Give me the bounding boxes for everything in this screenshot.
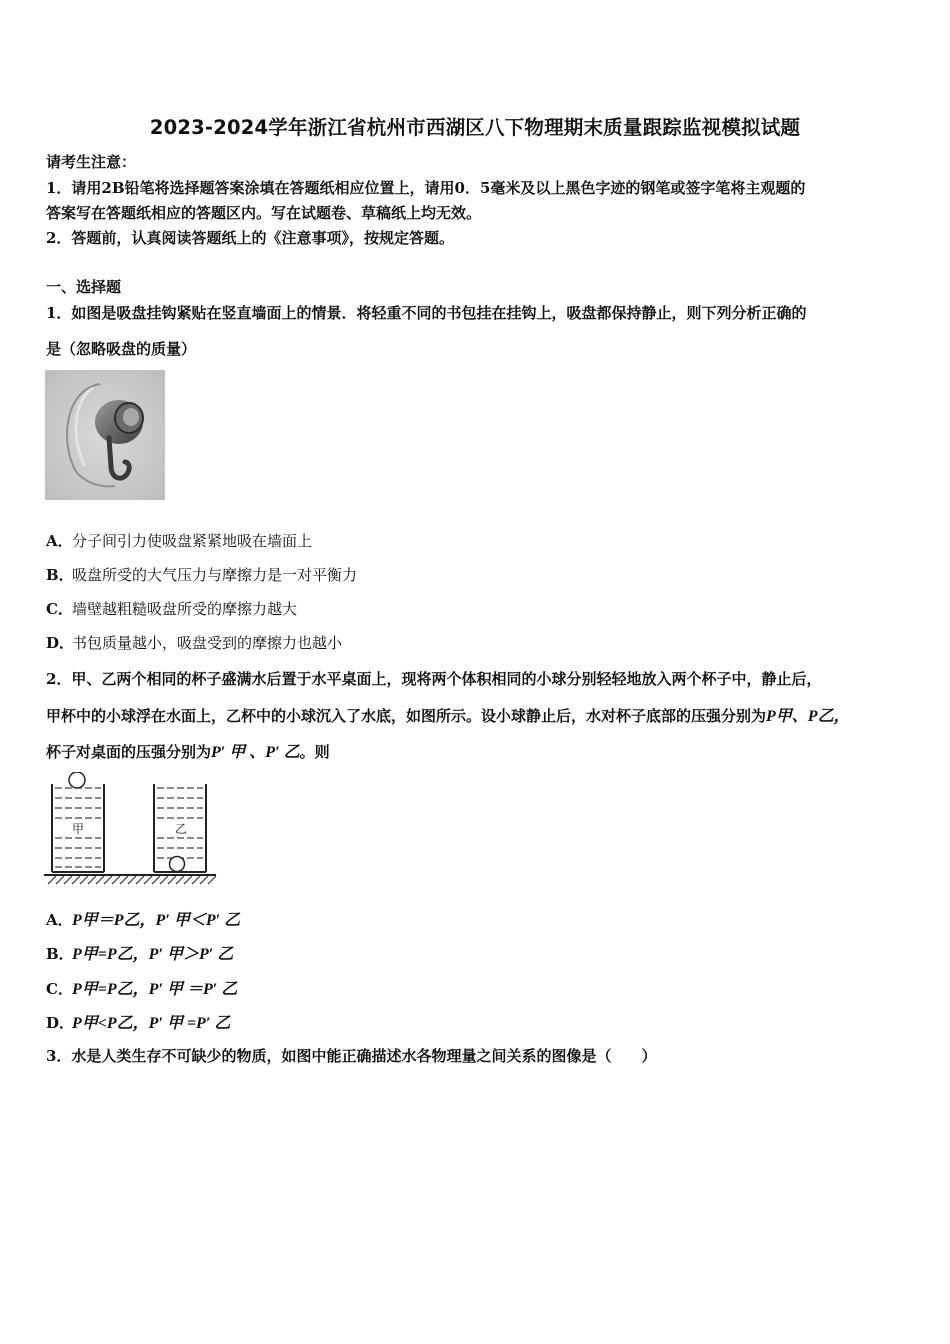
option-label: B． xyxy=(46,566,74,584)
notice-item-1-line-2: 答案写在答题纸相应的答题区内。写在试题卷、草稿纸上均无效。 xyxy=(46,204,482,222)
question-2-line-3-end: 。则 xyxy=(299,743,330,761)
option-label: A． xyxy=(46,532,73,550)
question-1-option-a[interactable] xyxy=(46,531,312,551)
question-1-line-2: 是（忽略吸盘的质量） xyxy=(46,340,197,358)
notice-item-1-line-1: 1．请用2B铅笔将选择题答案涂填在答题纸相应位置上，请用0．5毫米及以上黑色字迹的钢笔或签字笔将主观题的 xyxy=(46,179,806,197)
option-label: D． xyxy=(46,1014,75,1032)
notice-heading: 请考生注意： xyxy=(46,153,137,171)
option-label: A． xyxy=(46,911,73,929)
question-2-line-3-text: 杯子对桌面的压强分别为 xyxy=(46,743,212,761)
question-2-option-d[interactable] xyxy=(46,1013,230,1034)
option-text: 墙壁越粗糙吸盘所受的摩擦力越大 xyxy=(72,600,298,618)
option-text: 书包质量越小，吸盘受到的摩擦力也越小 xyxy=(72,634,343,652)
option-label: D． xyxy=(46,634,75,652)
section-heading: 一、选择题 xyxy=(46,278,122,296)
option-text: P甲=P乙，P′ 甲 ＝P′ 乙 xyxy=(72,981,238,998)
option-label: C． xyxy=(46,980,73,998)
cup-yi-label: 乙 xyxy=(174,822,188,836)
cup-yi xyxy=(154,784,206,872)
option-text: P甲<P乙，P′ 甲 =P′ 乙 xyxy=(72,1015,231,1032)
question-1-line-1: 1．如图是吸盘挂钩紧贴在竖直墙面上的情景．将轻重不同的书包挂在挂钩上，吸盘都保持静止，则下列分析正确的 xyxy=(46,304,807,322)
suction-hook-photo xyxy=(45,370,165,500)
question-2-option-c[interactable] xyxy=(46,979,237,1000)
floating-ball xyxy=(69,772,85,788)
option-text: P甲＝P乙，P′ 甲＜P′ 乙 xyxy=(72,912,241,929)
option-label: C． xyxy=(46,600,73,618)
question-2-line-2 xyxy=(46,706,850,727)
question-2-line-2-text: 甲杯中的小球浮在水面上，乙杯中的小球沉入了水底，如图所示。设小球静止后，水对杯子底部的压强分别为 xyxy=(46,707,767,725)
pressure-variables-table: P′ 甲 、P′ 乙 xyxy=(211,744,300,761)
option-text: 吸盘所受的大气压力与摩擦力是一对平衡力 xyxy=(72,566,358,584)
option-label: B． xyxy=(46,945,74,963)
question-1-option-b[interactable] xyxy=(46,565,357,585)
question-2-option-a[interactable] xyxy=(46,910,240,931)
sunken-ball xyxy=(170,857,185,872)
option-text: P甲=P乙，P′ 甲＞P′ 乙 xyxy=(72,946,234,963)
question-2-option-b[interactable] xyxy=(46,944,233,965)
page-title: 2023-2024学年浙江省杭州市西湖区八下物理期末质量跟踪监视模拟试题 xyxy=(149,116,801,139)
table-hatching xyxy=(48,876,216,884)
question-1-option-d[interactable] xyxy=(46,633,342,653)
cup-jia xyxy=(52,772,104,872)
cup-jia-label: 甲 xyxy=(71,822,85,836)
pressure-variables-water: P甲、P乙， xyxy=(766,708,850,725)
option-text: 分子间引力使吸盘紧紧地吸在墙面上 xyxy=(72,532,313,550)
question-2-line-3 xyxy=(46,742,330,763)
question-2-line-1: 2．甲、乙两个相同的杯子盛满水后置于水平桌面上，现将两个体积相同的小球分别轻轻地放入两个杯子中，静止后， xyxy=(46,670,822,688)
notice-item-2: 2．答题前，认真阅读答题纸上的《注意事项》，按规定答题。 xyxy=(46,229,454,247)
question-3-line-1: 3．水是人类生存不可缺少的物质，如图中能正确描述水各物理量之间关系的图像是（ ） xyxy=(46,1047,657,1065)
two-cups-figure xyxy=(44,772,220,888)
question-1-option-c[interactable] xyxy=(46,599,297,619)
